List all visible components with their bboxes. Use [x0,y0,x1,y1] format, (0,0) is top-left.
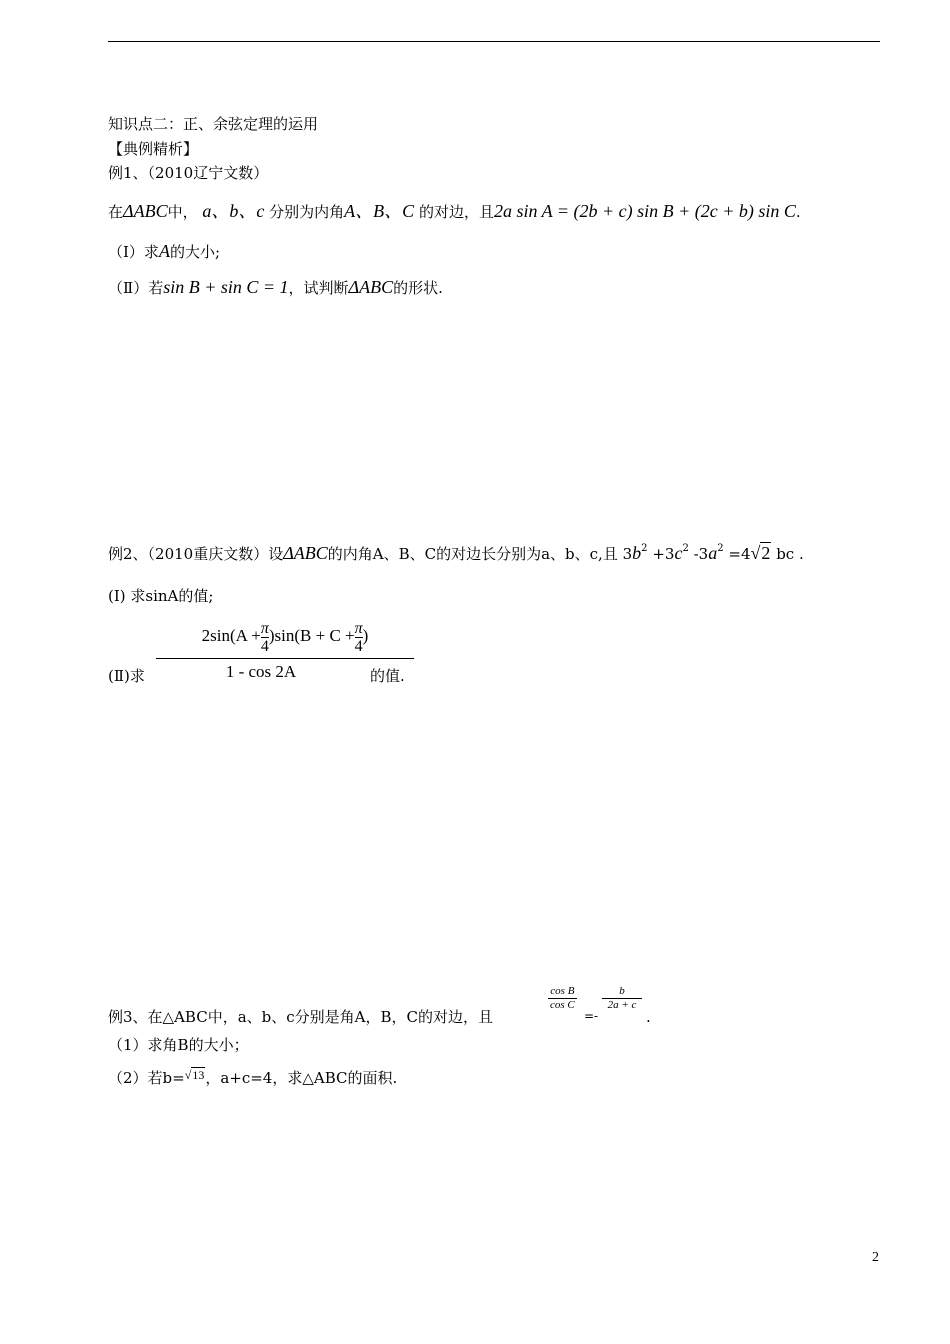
example-1-question-1: （Ⅰ）求A的大小; [108,241,220,261]
example-2-fraction: 2sin(A + $\frac{\pi}{4}$ )sin(B + C + $\frac{\pi}{4}$ ) 1 - cos 2A [156,616,414,683]
b-fraction: $\frac{b}{2a + c}$ [602,985,642,1012]
example-1-label: 例1、（2010辽宁文数） [108,164,269,182]
side-variables: a、b、c [202,201,265,221]
sqrt-thirteen: √13 [184,1068,205,1082]
header-rule [108,41,880,42]
section-title: 知识点二：正、余弦定理的运用 [108,115,319,133]
example-1-question-2: （Ⅱ）若sin B + sin C = 1，试判断ΔABC的形状. [108,277,443,297]
subsection-title: 【典例精析】 [108,140,199,158]
example-3-question-1: （1）求角B的大小； [108,1036,249,1054]
example-1-statement: 在ΔABC中， a、b、c 分别为内角A、B、C 的对边，且2a sin A = (2b + c) sin B + (2c + b) sin C. [108,201,801,221]
cos-fraction: $\frac{\text{cos B}}{\text{cos C}}$ [550,985,575,1011]
example-1-equation: 2a sin A = (2b + c) sin B + (2c + b) sin C [493,201,796,221]
sqrt-two: √2 [750,543,771,563]
example-2-statement: 例2、（2010重庆文数）设ΔABC的内角A、B、C的对边长分别为a、b、c,且 $3b^2 +3c^2$ $-3a^2 =4√2$ bc . [108,543,804,563]
page-number: 2 [872,1250,879,1265]
document-page: 知识点二：正、余弦定理的运用 【典例精析】 例1、（2010辽宁文数） 在ΔABC中， a、b、c 分别为内角A、B、C 的对边，且2a sin A = (2b + c) sin B + (2c + b) sin C. （Ⅰ）求A的大小; （Ⅱ）若sin B + sin C = 1，试判断ΔABC的形状. 例2、（2010重庆文数）设ΔABC的内角A、B、C的对边长分别为a、b、c,且 $3b^2 +3c^2$ $-3a^2 =4√2$ bc . (Ⅰ) 求sinA的值; (Ⅱ)求 2sin(A + $\frac{\pi}{4}$ )sin(B + C + $\frac{\pi}{4}$ ) 1 - cos 2A 的值. 例3、在△ABC中，a、b、c分别是角A，B，C的对边，且 $\frac{\text{cos B}}{\text{cos C}}$ =- $\frac{b}{2a + c}$ . （1）求角B的大小； （2）若b=$^{√13}$，a+c=4，求△ABC的面积. 2 [0,0,950,1344]
angle-variables: A、B、C [344,201,415,221]
example-3-question-2: （2）若b=$^{√13}$，a+c=4，求△ABC的面积. [108,1068,398,1087]
triangle-symbol: ΔABC [123,201,168,221]
example-2-question-1: (Ⅰ) 求sinA的值; [108,587,214,605]
